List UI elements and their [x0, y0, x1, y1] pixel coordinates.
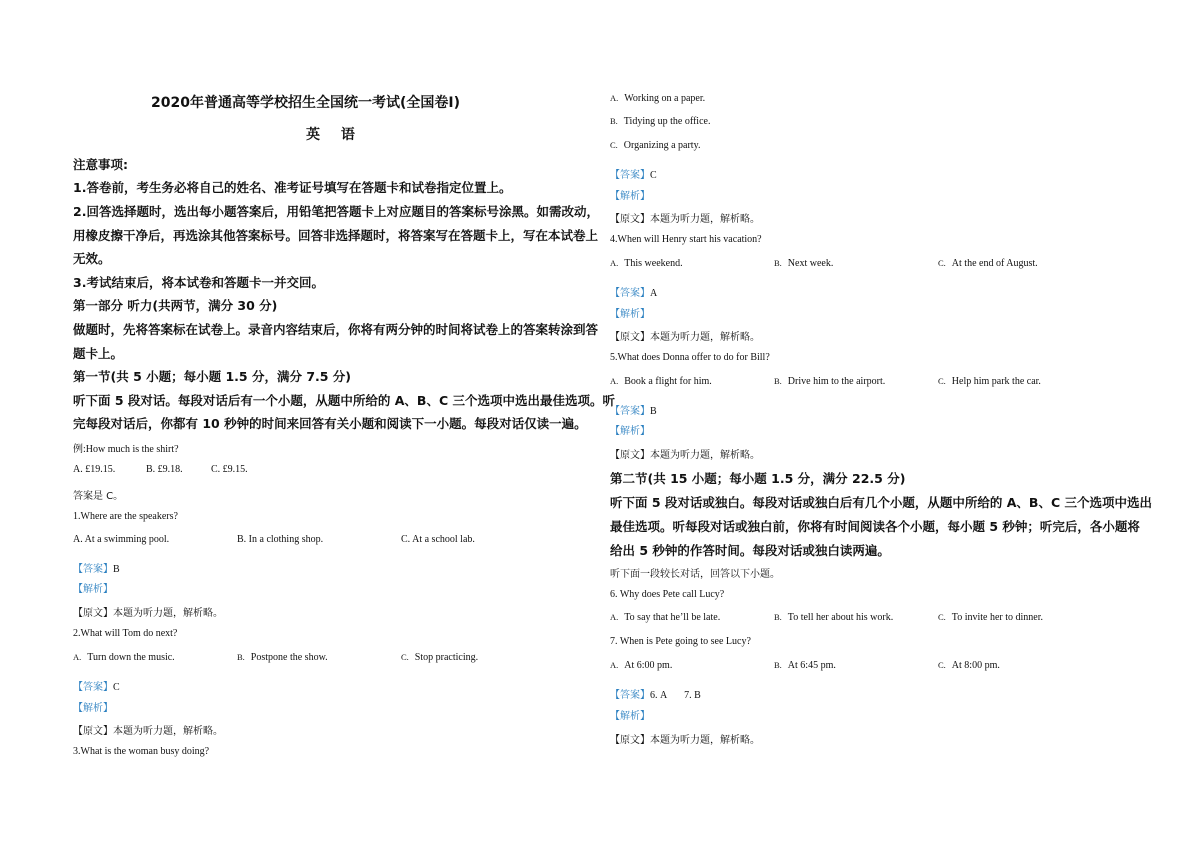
question-stem: 4.When will Henry start his vacation? [610, 234, 762, 245]
section2-intro: 听下面一段较长对话，回答以下小题。 [610, 569, 780, 580]
option-text: Help him park the car. [951, 376, 1041, 387]
question-stem: 3.What is the woman busy doing? [73, 746, 210, 757]
option-key: A. [73, 652, 82, 662]
option-a: A. At a swimming pool. [73, 534, 170, 545]
option-b [237, 652, 328, 663]
original-note: 【原文】本题为听力题，解析略。 [610, 332, 760, 343]
option-key: B. [610, 116, 618, 126]
watermark [440, 592, 450, 613]
option-key: C. [610, 140, 618, 150]
option-text: At the end of August. [951, 258, 1038, 269]
answer-label: 【答案】 [73, 682, 113, 693]
option-key: C. [938, 612, 946, 622]
section2-heading: 第二节(共 15 小题；每小题 1.5 分，满分 22.5 分) [610, 471, 906, 486]
question-stem: 6. Why does Pete call Lucy? [610, 589, 725, 600]
option-key: B. [774, 612, 782, 622]
option-c [938, 258, 1038, 269]
option-text: Tidying up the office. [623, 116, 711, 127]
option-a [610, 93, 705, 104]
answer-label: 【答案】 [73, 564, 113, 575]
answer-line [610, 399, 657, 418]
option-key: B. [774, 258, 782, 268]
instruction-item: 无效。 [73, 251, 111, 266]
part1-desc: 题卡上。 [73, 346, 124, 361]
option-c: C. At a school lab. [401, 534, 475, 545]
option-key: C. [938, 258, 946, 268]
answer-line [610, 163, 657, 182]
example-answer: 答案是 C。 [73, 491, 124, 502]
option-key: C. [938, 376, 946, 386]
option-text: To invite her to dinner. [951, 612, 1044, 623]
analysis-label: 【解析】 [610, 711, 650, 722]
answer-line [73, 675, 120, 694]
option-c [938, 376, 1041, 387]
answer-value: 6. A 7. B [650, 690, 701, 701]
original-note: 【原文】本题为听力题，解析略。 [73, 726, 223, 737]
option-text: At 6:45 pm. [787, 660, 836, 671]
example-option-b: B. £9.18. [146, 464, 183, 475]
option-b [774, 612, 893, 623]
option-text: Next week. [787, 258, 834, 269]
option-a [73, 652, 175, 663]
section1-desc: 完每段对话后，你都有 10 秒钟的时间来回答有关小题和阅读下一小题。每段对话仅读一遍。 [73, 416, 587, 431]
option-text: Organizing a party. [623, 140, 701, 151]
analysis-label: 【解析】 [73, 584, 113, 595]
answer-value: B [113, 564, 120, 575]
option-text: To tell her about his work. [787, 612, 894, 623]
answer-label: 【答案】 [610, 170, 650, 181]
option-text: Book a flight for him. [624, 376, 712, 387]
answer-value: A [650, 288, 658, 299]
option-key: A. [610, 660, 619, 670]
option-text: At 6:00 pm. [624, 660, 673, 671]
option-b [610, 116, 710, 127]
option-text: Drive him to the airport. [787, 376, 886, 387]
subject-title: 英 语 [306, 127, 363, 143]
analysis-label: 【解析】 [73, 703, 113, 714]
option-text: To say that he’ll be late. [624, 612, 721, 623]
answer-line [73, 557, 120, 576]
answer-label: 【答案】 [610, 406, 650, 417]
analysis-label: 【解析】 [610, 191, 650, 202]
option-a [610, 258, 683, 269]
instruction-item: 2.回答选择题时，选出每小题答案后，用铅笔把答题卡上对应题目的答案标号涂黑。如需改动， [73, 204, 599, 219]
analysis-label: 【解析】 [610, 309, 650, 320]
option-key: C. [401, 652, 409, 662]
option-b [774, 258, 833, 269]
instructions-heading: 注意事项: [73, 157, 128, 172]
section2-desc: 听下面 5 段对话或独白。每段对话或独白后有几个小题，从题中所给的 A、B、C 三个选项中选出 [610, 495, 1152, 510]
option-text: Turn down the music. [87, 652, 175, 663]
option-key: A. [610, 258, 619, 268]
option-a [610, 376, 712, 387]
example-option-c: C. £9.15. [211, 464, 248, 475]
instruction-item: 1.答卷前，考生务必将自己的姓名、准考证号填写在答题卡和试卷指定位置上。 [73, 180, 512, 195]
analysis-label: 【解析】 [610, 426, 650, 437]
instruction-item: 用橡皮擦干净后，再选涂其他答案标号。回答非选择题时，将答案写在答题卡上，写在本试卷上 [73, 228, 599, 243]
original-note: 【原文】本题为听力题，解析略。 [610, 214, 760, 225]
option-c [938, 612, 1043, 623]
section2-desc: 给出 5 秒钟的作答时间。每段对话或独白读两遍。 [610, 543, 890, 558]
option-key: B. [774, 660, 782, 670]
section1-desc: 听下面 5 段对话。每段对话后有一个小题，从题中所给的 A、B、C 三个选项中选出最佳选项。听 [73, 393, 615, 408]
original-note: 【原文】本题为听力题，解析略。 [73, 608, 223, 619]
option-text: At 8:00 pm. [951, 660, 1000, 671]
option-a [610, 660, 672, 671]
answer-value: C [113, 682, 120, 693]
answer-value: B [650, 406, 657, 417]
section1-heading: 第一节(共 5 小题；每小题 1.5 分，满分 7.5 分) [73, 369, 352, 384]
exam-title: 2020年普通高等学校招生全国统一考试(全国卷Ⅰ) [151, 95, 460, 111]
example-question: 例:How much is the shirt? [73, 444, 179, 455]
option-key: A. [610, 93, 619, 103]
option-text: This weekend. [624, 258, 683, 269]
original-note: 【原文】本题为听力题，解析略。 [610, 735, 760, 746]
option-key: B. [237, 652, 245, 662]
option-b [774, 660, 836, 671]
option-b [774, 376, 885, 387]
answer-line [610, 683, 701, 702]
option-b: B. In a clothing shop. [237, 534, 324, 545]
option-c [401, 652, 478, 663]
part1-desc: 做题时，先将答案标在试卷上。录音内容结束后，你将有两分钟的时间将试卷上的答案转涂到答 [73, 322, 599, 337]
original-note: 【原文】本题为听力题，解析略。 [610, 450, 760, 461]
section2-desc: 最佳选项。听每段对话或独白前，你将有时间阅读各个小题，每小题 5 秒钟；听完后，各小题将 [610, 519, 1140, 534]
option-c [610, 140, 700, 151]
question-stem: 2.What will Tom do next? [73, 628, 178, 639]
instruction-item: 3.考试结束后，将本试卷和答题卡一并交回。 [73, 275, 324, 290]
option-text: Postpone the show. [250, 652, 328, 663]
question-stem: 7. When is Pete going to see Lucy? [610, 636, 751, 647]
option-key: A. [610, 376, 619, 386]
question-stem: 5.What does Donna offer to do for Bill? [610, 352, 770, 363]
option-key: C. [938, 660, 946, 670]
answer-line [610, 281, 657, 300]
part1-heading: 第一部分 听力(共两节，满分 30 分) [73, 298, 278, 313]
option-a [610, 612, 720, 623]
answer-label: 【答案】 [610, 690, 650, 701]
answer-label: 【答案】 [610, 288, 650, 299]
option-text: Working on a paper. [624, 93, 706, 104]
option-key: B. [774, 376, 782, 386]
option-text: Stop practicing. [414, 652, 479, 663]
question-stem: 1.Where are the speakers? [73, 511, 178, 522]
answer-value: C [650, 170, 657, 181]
example-option-a: A. £19.15. [73, 464, 116, 475]
option-key: A. [610, 612, 619, 622]
option-c [938, 660, 1000, 671]
